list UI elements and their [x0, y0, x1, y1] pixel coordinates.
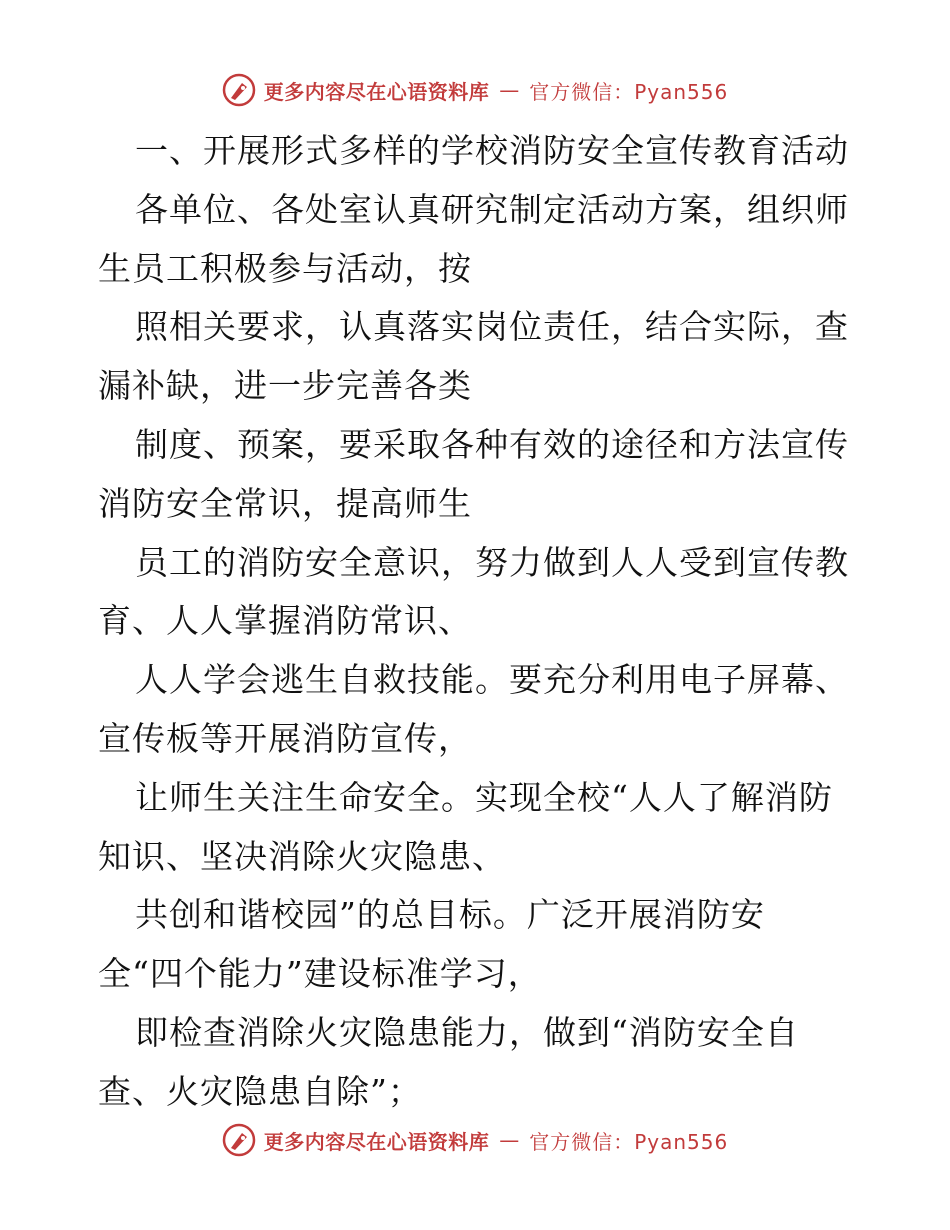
text-line: 制度、预案，要采取各种有效的途径和方法宣传: [135, 424, 849, 464]
banner-contact-text: 官方微信：Pyan556: [529, 79, 729, 104]
body-text: [98, 122, 858, 1122]
text-line: 即检查消除火灾隐患能力，做到“消防安全自: [135, 1012, 799, 1052]
text-line-heading: 一、开展形式多样的学校消防安全宣传教育活动: [135, 131, 849, 170]
text-line: 查、火灾隐患自除”；: [98, 1071, 422, 1111]
text-line: 漏补缺，进一步完善各类: [98, 366, 472, 406]
header-watermark-banner: [0, 70, 950, 110]
banner-contact-text: 官方微信：Pyan556: [529, 1129, 729, 1154]
text-line: 知识、坚决消除火灾隐患、: [98, 836, 506, 876]
text-line: 员工的消防安全意识，努力做到人人受到宣传教: [135, 542, 849, 582]
text-line: 消防安全常识，提高师生: [98, 483, 472, 523]
banner-separator: —: [499, 1128, 520, 1152]
banner-brand-text: 更多内容尽在心语资料库: [263, 1129, 490, 1154]
pen-nib-icon: [222, 73, 256, 107]
footer-watermark-banner: [0, 1120, 950, 1160]
text-line: 共创和谐校园”的总目标。广泛开展消防安: [135, 895, 765, 935]
text-line: 人人学会逃生自救技能。要充分利用电子屏幕、: [135, 660, 849, 700]
pen-nib-icon: [222, 1123, 256, 1157]
text-line: 生员工积极参与活动，按: [98, 248, 472, 288]
banner-separator: —: [499, 78, 520, 102]
text-line: 育、人人掌握消防常识、: [98, 601, 472, 641]
text-line: 各单位、各处室认真研究制定活动方案，组织师: [135, 189, 849, 229]
text-line: 宣传板等开展消防宣传，: [98, 718, 472, 758]
text-line: 照相关要求，认真落实岗位责任，结合实际，查: [135, 307, 849, 347]
text-line: 让师生关注生命安全。实现全校“人人了解消防: [135, 777, 833, 817]
text-line: 全“四个能力”建设标准学习，: [98, 954, 542, 994]
banner-brand-text: 更多内容尽在心语资料库: [263, 79, 490, 104]
